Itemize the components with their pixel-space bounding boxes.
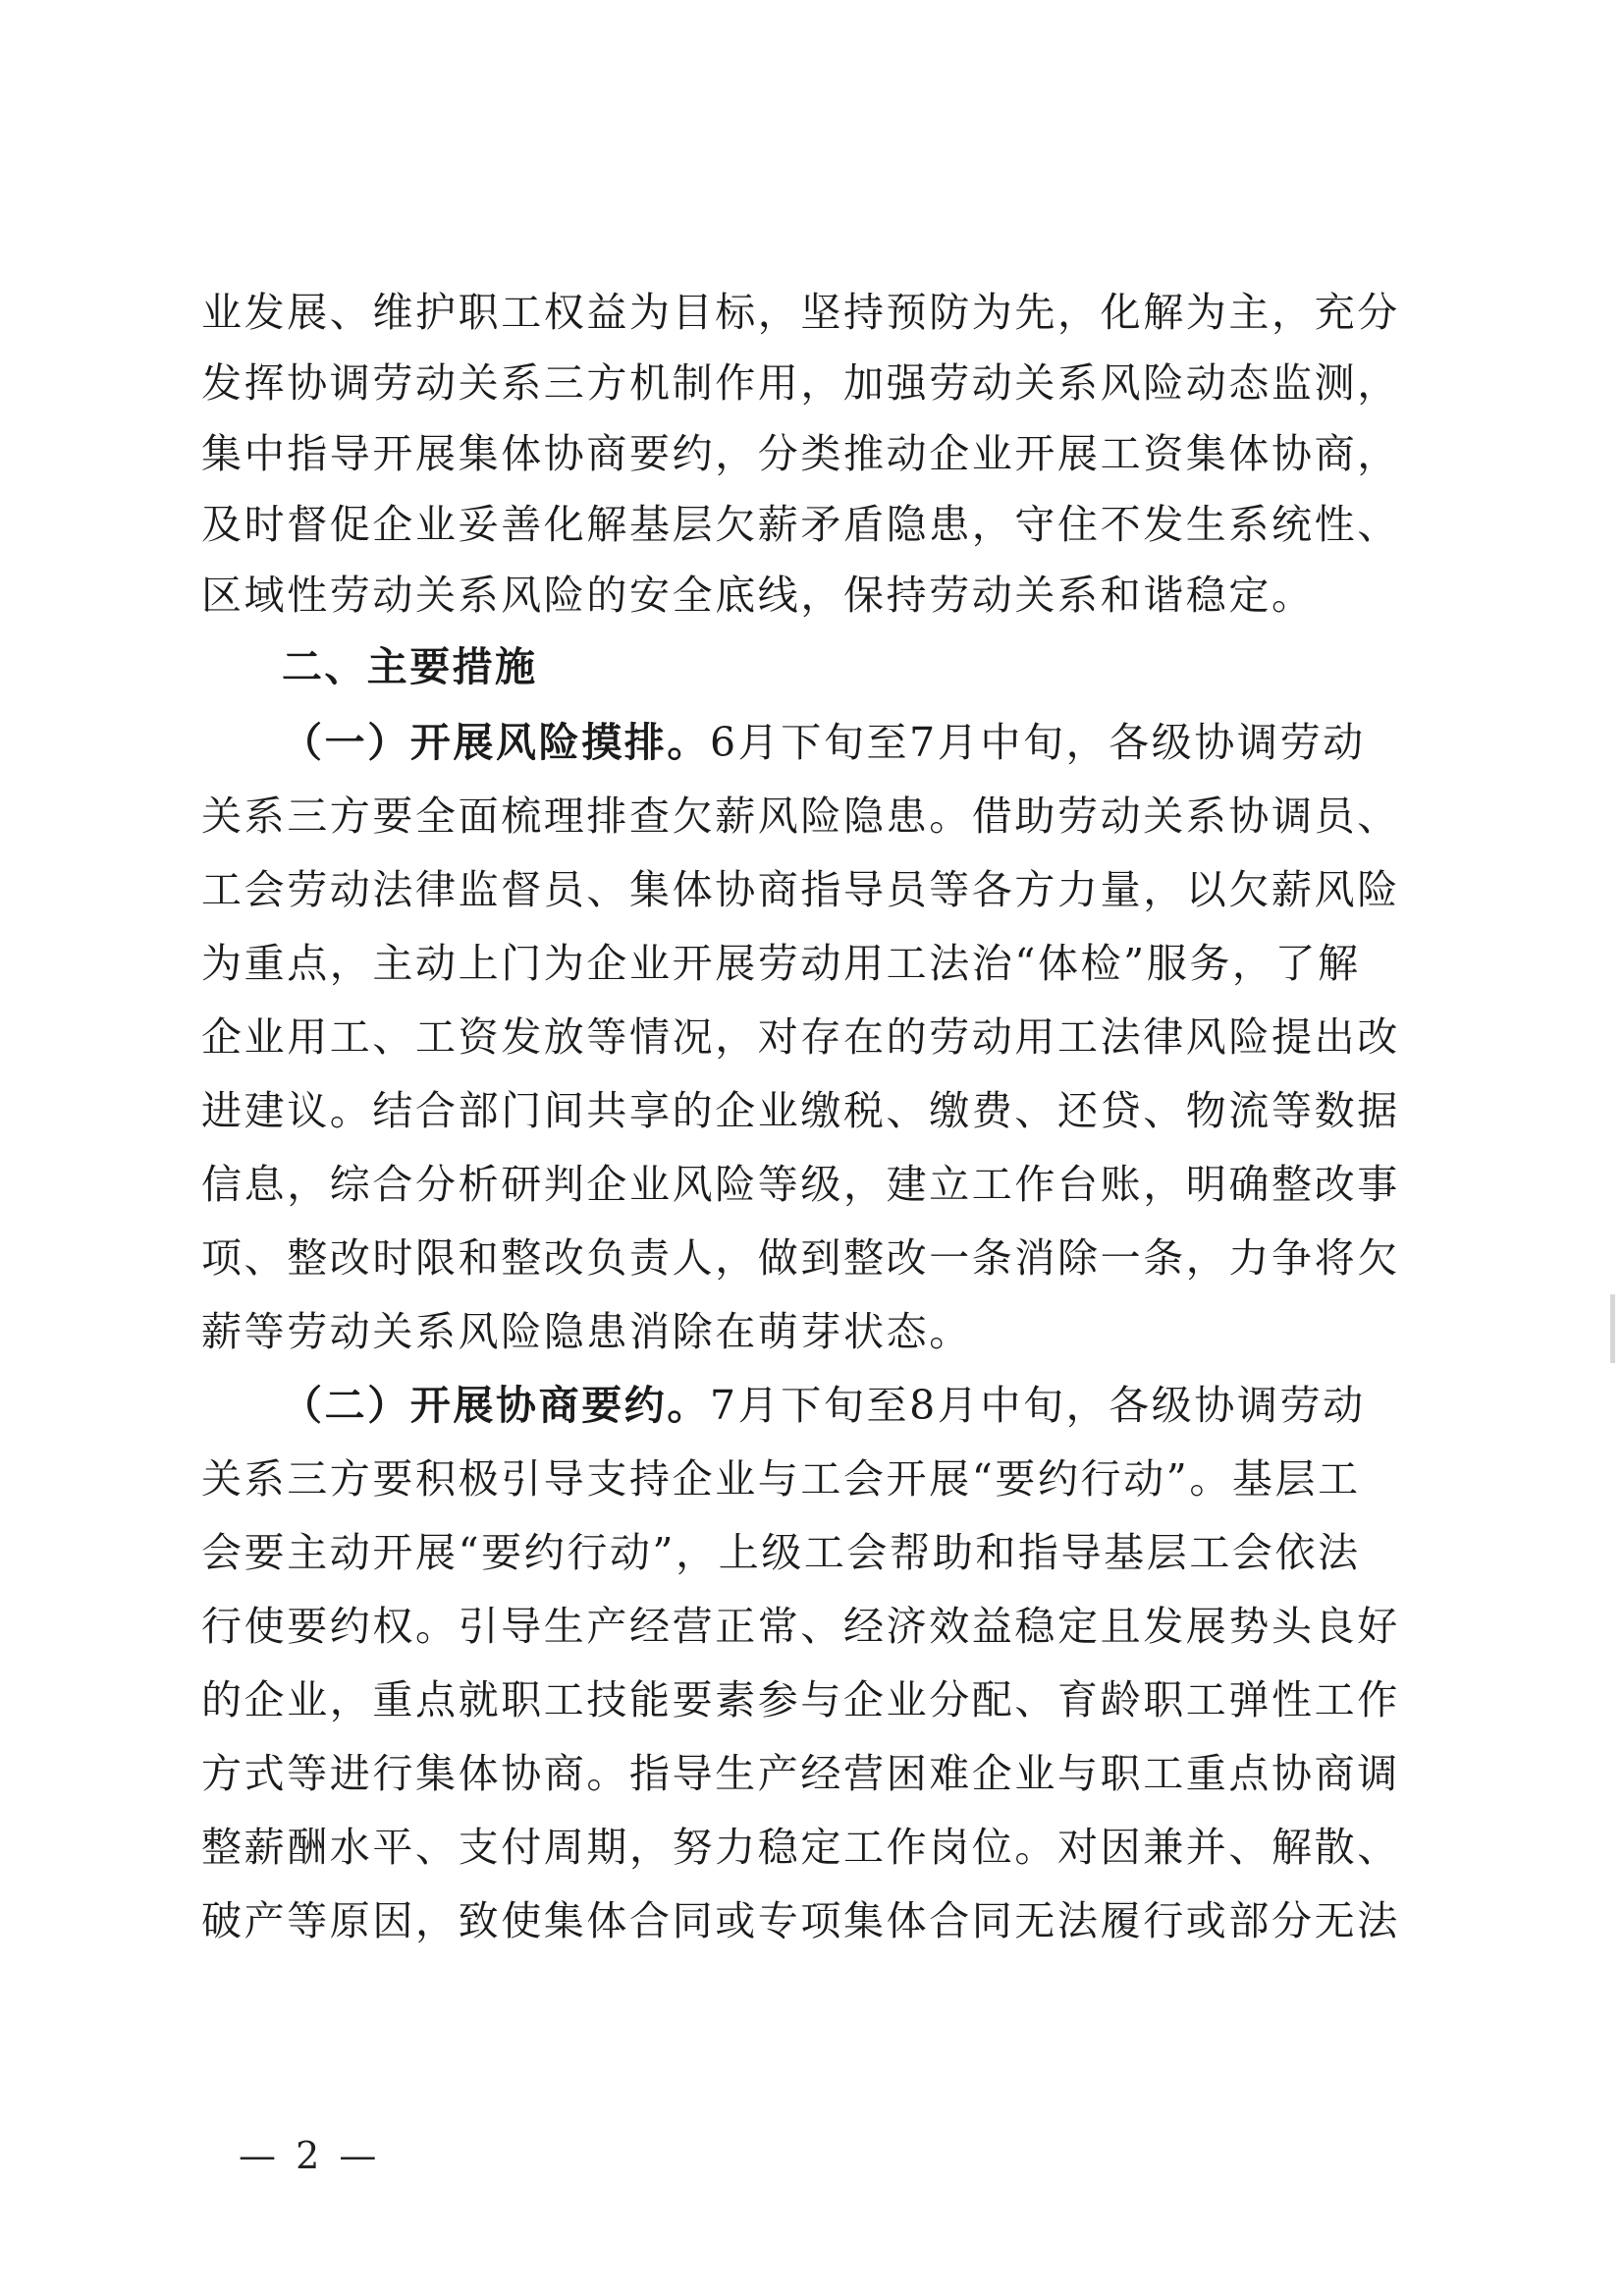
paragraph-line: 薪等劳动关系风险隐患消除在萌芽状态。 [201,1308,972,1355]
paragraph-line: 及时督促企业妥善化解基层欠薪矛盾隐患，守住不发生系统性、 [201,501,1400,548]
section-heading: 二、主要措施 [282,643,538,690]
measure-one-first-line-text: 6月下旬至7月中旬，各级协调劳动 [710,719,1366,766]
measure-one-heading: （一）开展风险摸排。 [282,719,710,766]
measure-two-first-line-text: 7月下旬至8月中旬，各级协调劳动 [710,1382,1366,1429]
paragraph-line: 企业用工、工资发放等情况，对存在的劳动用工法律风险提出改 [201,1013,1400,1061]
scan-edge-mark [1610,1294,1615,1363]
paragraph-line: 关系三方要全面梳理排查欠薪风险隐患。借助劳动关系协调员、 [201,793,1400,840]
paragraph-line: 关系三方要积极引导支持企业与工会开展“要约行动”。基层工 [201,1455,1361,1503]
measure-two-heading: （二）开展协商要约。 [282,1382,710,1429]
page-number: — 2 — [239,2134,381,2177]
paragraph-line: 行使要约权。引导生产经营正常、经济效益稳定且发展势头良好 [201,1603,1400,1650]
paragraph-line: 业发展、维护职工权益为目标，坚持预防为先，化解为主，充分 [201,289,1400,336]
paragraph-line: 发挥协调劳动关系三方机制作用，加强劳动关系风险动态监测， [201,359,1400,407]
measure-one-first-line [282,718,1414,767]
paragraph-line: 区域性劳动关系风险的安全底线，保持劳动关系和谐稳定。 [201,572,1315,619]
paragraph-line: 的企业，重点就职工技能要素参与企业分配、育龄职工弹性工作 [201,1676,1400,1723]
paragraph-line: 进建议。结合部门间共享的企业缴税、缴费、还贷、物流等数据 [201,1087,1400,1134]
paragraph-line: 工会劳动法律监督员、集体协商指导员等各方力量，以欠薪风险 [201,866,1400,913]
paragraph-line: 项、整改时限和整改负责人，做到整改一条消除一条，力争将欠 [201,1234,1400,1282]
paragraph-line: 信息，综合分析研判企业风险等级，建立工作台账，明确整改事 [201,1161,1400,1208]
paragraph-line: 整薪酬水平、支付周期，努力稳定工作岗位。对因兼并、解散、 [201,1824,1400,1871]
paragraph-line: 破产等原因，致使集体合同或专项集体合同无法履行或部分无法 [201,1897,1400,1944]
measure-two-first-line [282,1381,1414,1430]
paragraph-line: 方式等进行集体协商。指导生产经营困难企业与职工重点协商调 [201,1750,1400,1797]
paragraph-line: 会要主动开展“要约行动”，上级工会帮助和指导基层工会依法 [201,1529,1361,1576]
paragraph-line: 集中指导开展集体协商要约，分类推动企业开展工资集体协商， [201,430,1400,477]
paragraph-line: 为重点，主动上门为企业开展劳动用工法治“体检”服务，了解 [201,940,1361,987]
